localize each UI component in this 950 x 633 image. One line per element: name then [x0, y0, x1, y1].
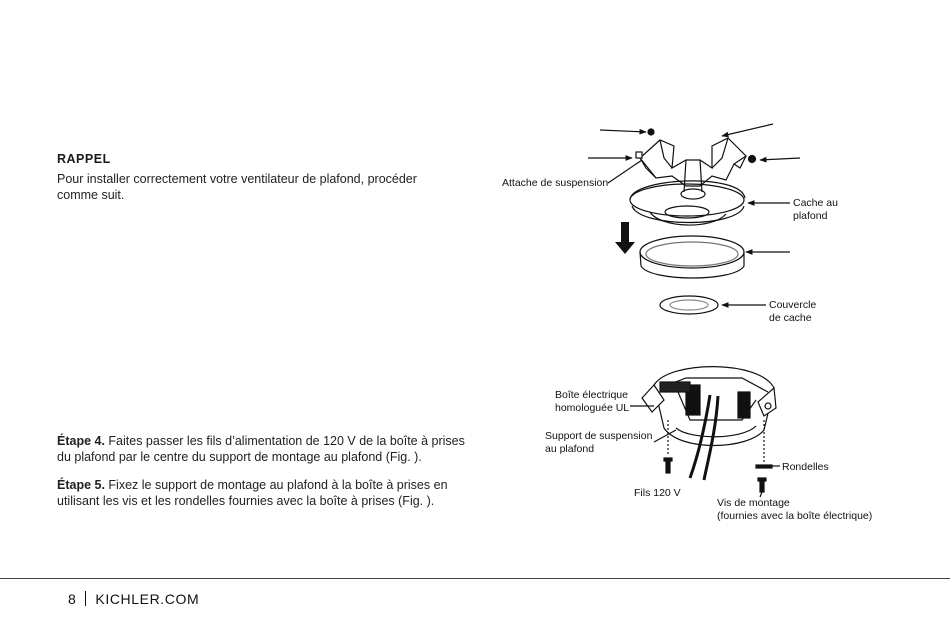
label-outlet-box: Boîte électrique homologuée UL — [555, 389, 630, 414]
down-arrow-icon — [615, 222, 635, 254]
label-canopy: Cache au plafond — [793, 197, 838, 222]
label-mounting-bracket: Support de suspension au plafond — [545, 430, 653, 455]
screw-icon — [749, 156, 756, 163]
mounting-bracket-figure — [630, 367, 780, 497]
page-number: 8 — [68, 591, 77, 607]
footer-site: KICHLER.COM — [95, 591, 200, 607]
canopy-cover-shape — [660, 296, 718, 314]
page-footer — [68, 591, 199, 607]
step-5-text: Fixez le support de montage au plafond à la boîte à prises en utilisant les vis et les rondelles fournies avec la boîte à prises (Fig. ). — [57, 478, 448, 508]
footer-divider — [0, 578, 950, 579]
label-wires: Fils 120 V — [634, 487, 681, 499]
screw-icon — [664, 458, 672, 473]
screw-icon — [648, 129, 654, 135]
label-hanger: Attache de suspension — [502, 177, 609, 189]
section-heading: RAPPEL — [57, 152, 111, 166]
washer-icon — [756, 465, 772, 468]
intro-paragraph: Pour installer correctement votre ventilateur de plafond, procéder comme suit. — [57, 172, 417, 202]
canopy-assembly-figure — [588, 124, 800, 314]
step-4-text: Faites passer les fils d’alimentation de 120 V de la boîte à prises du plafond par le centre du support de montage au plafond (Fig. ). — [57, 434, 465, 464]
label-cover: Couvercle de cache — [769, 299, 817, 324]
canopy-shape — [630, 181, 745, 225]
label-screws: Vis de montage (fournies avec la boîte électrique) — [717, 497, 873, 522]
step-5-label: Étape 5. — [57, 478, 105, 492]
canopy-ring-shape — [640, 236, 744, 278]
screw-icon — [758, 478, 766, 492]
step-4-label: Étape 4. — [57, 434, 105, 448]
label-washers: Rondelles — [782, 461, 829, 473]
footer-separator — [85, 591, 86, 606]
